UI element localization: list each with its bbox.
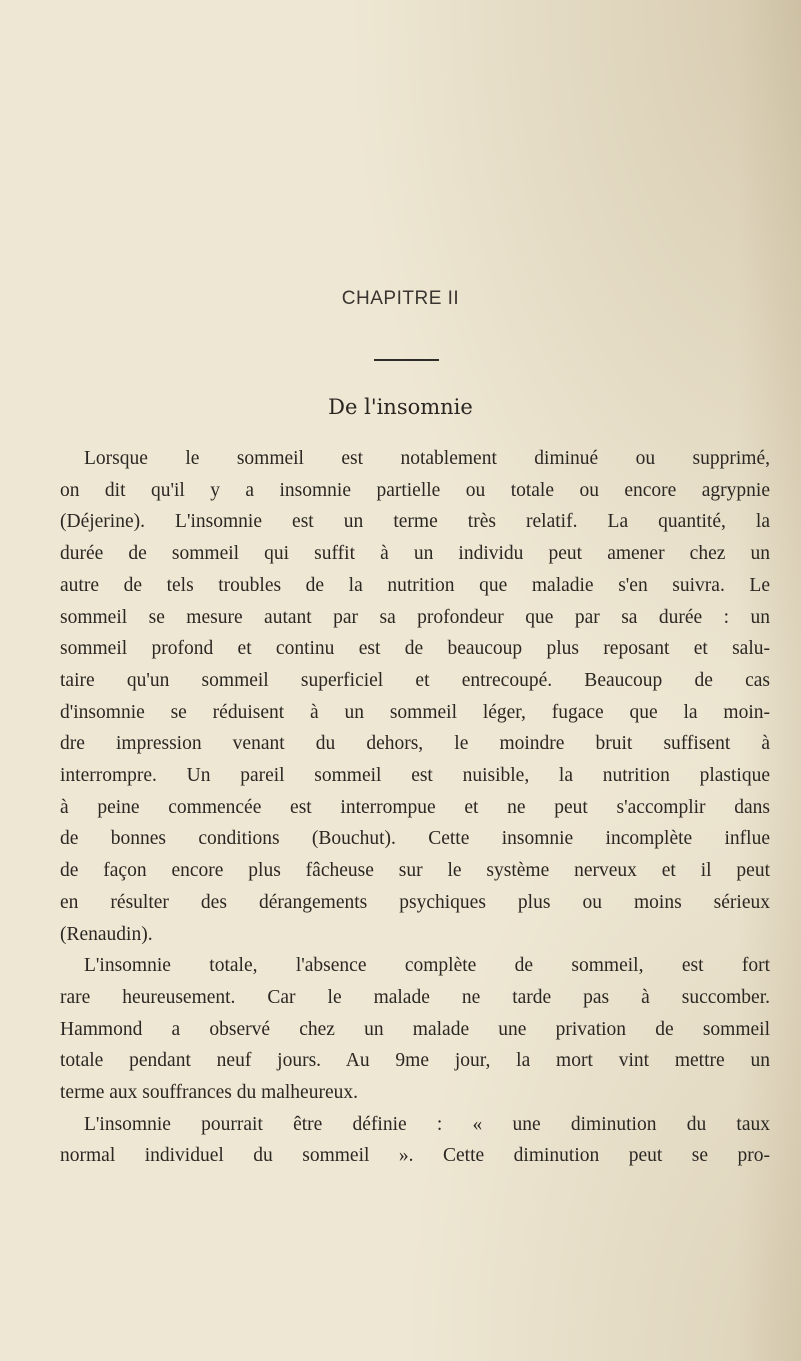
- text-line: terme aux souffrances du malheureux.: [60, 1082, 358, 1104]
- text-line: Lorsque le sommeil est notablement diminué ou supprimé,: [84, 448, 770, 469]
- heading-divider: [374, 359, 439, 361]
- text-line: en résulter des dérangements psychiques plus ou moins sérieux: [60, 891, 770, 913]
- text-line: de bonnes conditions (Bouchut). Cette insomnie incomplète influe: [60, 828, 770, 850]
- text-line: L'insomnie totale, l'absence complète de sommeil, est fort: [84, 955, 770, 977]
- paragraph-2: [60, 950, 770, 1109]
- text-line: autre de tels troubles de la nutrition que maladie s'en suivra. Le: [60, 574, 770, 596]
- text-line: d'insomnie se réduisent à un sommeil léger, fugace que la moin-: [60, 701, 770, 723]
- text-line: dre impression venant du dehors, le moindre bruit suffisent à: [60, 733, 770, 755]
- text-line: on dit qu'il y a insomnie partielle ou totale ou encore agrypnie: [60, 479, 770, 501]
- text-line: (Renaudin).: [60, 923, 153, 945]
- paragraph-1: [60, 443, 770, 950]
- text-line: taire qu'un sommeil superficiel et entrecoupé. Beaucoup de cas: [60, 669, 770, 691]
- text-line: de façon encore plus fâcheuse sur le système nerveux et il peut: [60, 860, 770, 882]
- text-line: L'insomnie pourrait être définie : « une diminution du taux: [84, 1113, 770, 1135]
- text-line: sommeil se mesure autant par sa profondeur que par sa durée : un: [60, 606, 770, 628]
- text-line: sommeil profond et continu est de beaucoup plus reposant et salu-: [60, 638, 770, 660]
- section-title: De l'insomnie: [328, 395, 473, 419]
- text-line: (Déjerine). L'insomnie est un terme très relatif. La quantité, la: [60, 511, 770, 533]
- text-line: normal individuel du sommeil ». Cette diminution peut se pro-: [60, 1145, 770, 1167]
- text-line: à peine commencée est interrompue et ne peut s'accomplir dans: [60, 796, 770, 818]
- text-line: rare heureusement. Car le malade ne tarde pas à succomber.: [60, 986, 770, 1008]
- body-text: [60, 443, 770, 1172]
- text-line: interrompre. Un pareil sommeil est nuisible, la nutrition plastique: [60, 765, 770, 787]
- text-line: Hammond a observé chez un malade une privation de sommeil: [60, 1018, 770, 1040]
- paragraph-3: [60, 1109, 770, 1172]
- chapter-heading: CHAPITRE II: [341, 288, 460, 309]
- text-line: durée de sommeil qui suffit à un individu peut amener chez un: [60, 543, 770, 565]
- text-line: totale pendant neuf jours. Au 9me jour, la mort vint mettre un: [60, 1050, 770, 1072]
